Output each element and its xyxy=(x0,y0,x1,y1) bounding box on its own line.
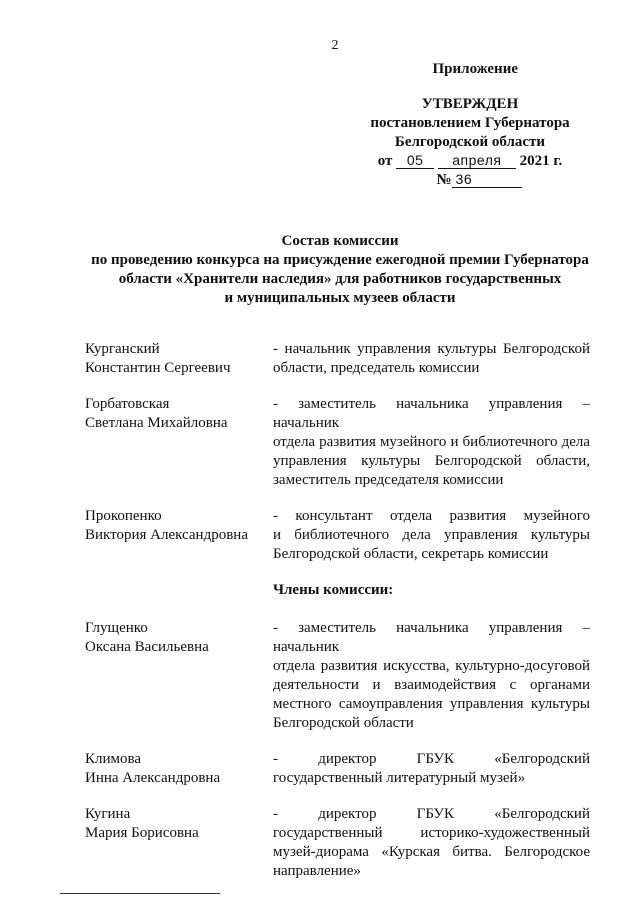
person-name xyxy=(85,750,273,788)
approval-number xyxy=(350,171,590,190)
footer-rule xyxy=(60,893,220,894)
person-given-names: Мария Борисовна xyxy=(85,825,199,841)
person-name xyxy=(85,507,273,564)
role-line: музей-диорама «Курская битва. Белгородское xyxy=(273,844,590,860)
person-given-names: Виктория Александровна xyxy=(85,527,248,543)
members-list xyxy=(85,619,590,881)
role-line: местного самоуправления управления культуры xyxy=(273,696,590,712)
approval-line-1: постановлением Губернатора xyxy=(370,115,570,131)
role-line: деятельности и взаимодействия с органами xyxy=(273,677,590,693)
person-row xyxy=(85,507,590,564)
person-role xyxy=(273,395,590,490)
role-line: отдела развития музейного и библиотечного дела xyxy=(273,434,590,450)
role-line: государственный литературный музей» xyxy=(273,770,526,786)
person-given-names: Светлана Михайловна xyxy=(85,415,228,431)
role-line: и библиотечного дела управления культуры xyxy=(273,527,590,543)
date-day: 05 xyxy=(396,153,434,169)
person-row xyxy=(85,340,590,378)
person-row xyxy=(85,750,590,788)
person-surname: Глущенко xyxy=(85,620,148,636)
date-prefix: от xyxy=(377,153,393,169)
person-surname: Климова xyxy=(85,751,142,767)
approved-label: УТВЕРЖДЕН xyxy=(421,96,519,112)
person-role xyxy=(273,340,590,378)
date-year: 2021 г. xyxy=(519,153,563,169)
role-line: - заместитель начальника управления – начальник xyxy=(273,620,590,655)
approval-block xyxy=(350,60,590,190)
role-line: отдела развития искусства, культурно-досуговой xyxy=(273,658,590,674)
person-role xyxy=(273,750,590,788)
commission-list xyxy=(85,340,590,898)
date-month: апреля xyxy=(438,153,516,169)
members-heading: Члены комиссии: xyxy=(273,582,394,598)
person-given-names: Инна Александровна xyxy=(85,770,221,786)
role-line: Белгородской области, секретарь комиссии xyxy=(273,546,549,562)
person-row xyxy=(85,619,590,733)
person-row xyxy=(85,805,590,881)
document-title xyxy=(60,232,620,308)
leadership-list xyxy=(85,340,590,564)
role-line: Белгородской области xyxy=(273,715,414,731)
approval-date xyxy=(350,152,590,171)
title-line-2: по проведению конкурса на присуждение ежегодной премии Губернатора xyxy=(91,252,589,268)
person-surname: Прокопенко xyxy=(85,508,162,524)
person-name xyxy=(85,395,273,490)
role-line: заместитель председателя комиссии xyxy=(273,472,504,488)
number-value: 36 xyxy=(452,172,522,188)
person-role xyxy=(273,507,590,564)
person-row xyxy=(85,395,590,490)
approval-line-2: Белгородской области xyxy=(394,134,546,150)
person-name xyxy=(85,340,273,378)
title-line-1: Состав комиссии xyxy=(281,233,399,249)
role-line: - начальник управления культуры Белгородской xyxy=(273,341,590,357)
role-line: направление» xyxy=(273,863,361,879)
appendix-label: Приложение xyxy=(432,61,518,77)
page-number: 2 xyxy=(331,38,339,53)
person-name xyxy=(85,805,273,881)
role-line: управления культуры Белгородской области, xyxy=(273,453,590,469)
person-role xyxy=(273,619,590,733)
person-role xyxy=(273,805,590,881)
number-prefix: № xyxy=(436,172,452,188)
person-name xyxy=(85,619,273,733)
role-line: государственный историко-художественный xyxy=(273,825,590,841)
role-line: - директор ГБУК «Белгородский xyxy=(273,751,590,767)
person-surname: Курганский xyxy=(85,341,160,357)
role-line: - директор ГБУК «Белгородский xyxy=(273,806,590,822)
title-line-4: и муниципальных музеев области xyxy=(224,290,456,306)
role-line: - заместитель начальника управления – начальник xyxy=(273,396,590,431)
role-line: области, председатель комиссии xyxy=(273,360,480,376)
role-line: - консультант отдела развития музейного xyxy=(273,508,590,524)
title-line-3: области «Хранители наследия» для работников государственных xyxy=(118,271,562,287)
person-given-names: Оксана Васильевна xyxy=(85,639,209,655)
person-surname: Кугина xyxy=(85,806,131,822)
person-surname: Горбатовская xyxy=(85,396,170,412)
person-given-names: Константин Сергеевич xyxy=(85,360,231,376)
